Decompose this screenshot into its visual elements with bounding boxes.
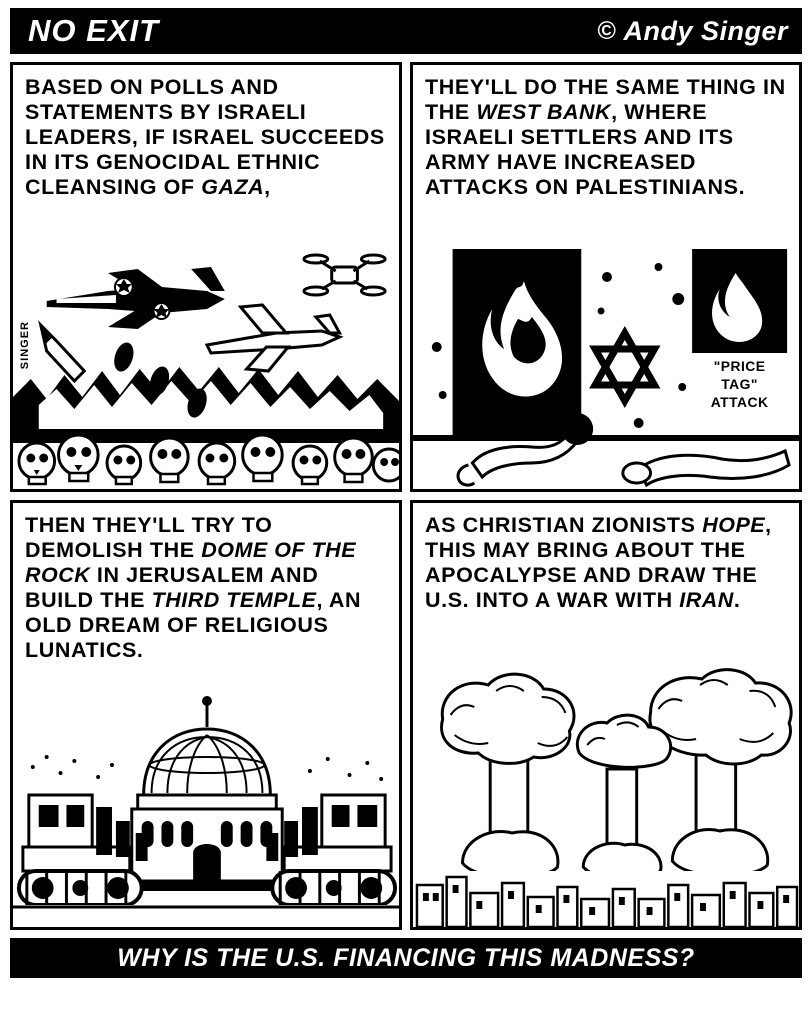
drone-aircraft-icon [207, 305, 340, 371]
panel-grid [10, 62, 802, 930]
panel-4-caption-part-3: , THIS MAY BRING ABOUT THE APOCALYPSE AND DRAW THE U.S. INTO A WAR WITH [425, 513, 772, 612]
fighter-jet-icon [47, 267, 225, 329]
panel-2-caption-emphasis: WEST BANK [476, 99, 612, 124]
panel-4-caption-part-5: . [733, 587, 741, 612]
panel-4-caption-emphasis-2: IRAN [679, 587, 734, 612]
svg-text:"PRICE: "PRICE [713, 357, 766, 375]
comic-title: NO EXIT [28, 13, 160, 48]
panel-3-caption [13, 503, 399, 665]
panel-4 [410, 500, 802, 930]
panel-4-artwork [413, 665, 799, 927]
comic-footer [10, 938, 802, 978]
panel-3-caption-part-5: , AN OLD DREAM OF RELIGIOUS LUNATICS. [25, 587, 362, 662]
panel-1-caption-emphasis: GAZA [201, 174, 265, 199]
panel-3-artwork [13, 687, 399, 927]
bulldozer-left [19, 795, 148, 905]
panel-2-caption-part-3: , WHERE ISRAELI SETTLERS AND ITS ARMY HAVE INCREASED ATTACKS ON PALESTINIANS. [425, 99, 746, 199]
copyright-icon: © [597, 16, 617, 45]
panel-3-art-svg [13, 687, 399, 927]
ground-line [413, 435, 799, 441]
cityscape-ruins [413, 871, 799, 927]
panel-2-caption-part-1: THEY'LL DO THE SAME THING IN THE [425, 75, 786, 124]
panel-2-art-svg [413, 237, 799, 489]
panel-3-caption-emphasis-2: THIRD TEMPLE [151, 587, 317, 612]
panel-4-art-svg [413, 665, 799, 927]
mushroom-cloud-center [577, 715, 670, 879]
panel-3 [10, 500, 402, 930]
panel-3-caption-emphasis-1: DOME OF THE ROCK [25, 537, 357, 587]
panel-1-artwork [13, 229, 399, 489]
author-name: Andy Singer [623, 15, 788, 46]
mushroom-cloud-left [442, 674, 574, 878]
panel-3-caption-part-1: THEN THEY'LL TRY TO DEMOLISH THE [25, 513, 273, 562]
panel-1-caption-part-3: , [264, 174, 271, 199]
panel-2-caption [413, 65, 799, 202]
svg-text:ATTACK: ATTACK [710, 393, 769, 411]
panel-1-caption-part-1: BASED ON POLLS AND STATEMENTS BY ISRAELI LEADERS, IF ISRAEL SUCCEEDS IN ITS GENOCIDAL ETHNIC CLEANSING OF [25, 75, 385, 199]
svg-text:TAG": TAG" [721, 375, 758, 393]
panel-2 [410, 62, 802, 492]
artist-signature: SINGER [19, 320, 31, 369]
mushroom-cloud-right [650, 670, 791, 876]
dome-of-the-rock-icon [132, 696, 282, 891]
comic-header [10, 8, 802, 54]
burning-doorway [453, 249, 582, 435]
panel-4-caption-emphasis-1: HOPE [702, 513, 766, 537]
panel-1-caption [13, 65, 399, 202]
panel-4-caption-part-1: AS CHRISTIAN ZIONISTS [425, 513, 703, 537]
quadcopter-drone-icon [304, 255, 385, 295]
panel-1-art-svg [13, 229, 399, 489]
panel-2-artwork [413, 237, 799, 489]
panel-1 [10, 62, 402, 492]
bulldozer-right [266, 795, 395, 905]
comic-credit [598, 16, 788, 47]
inset-flame-picture [694, 251, 785, 351]
footer-caption: WHY IS THE U.S. FINANCING THIS MADNESS? [117, 943, 695, 972]
panel-4-caption [413, 503, 799, 615]
panel-3-caption-part-3: IN JERUSALEM AND BUILD THE [25, 562, 319, 612]
missile-icon [41, 325, 85, 381]
